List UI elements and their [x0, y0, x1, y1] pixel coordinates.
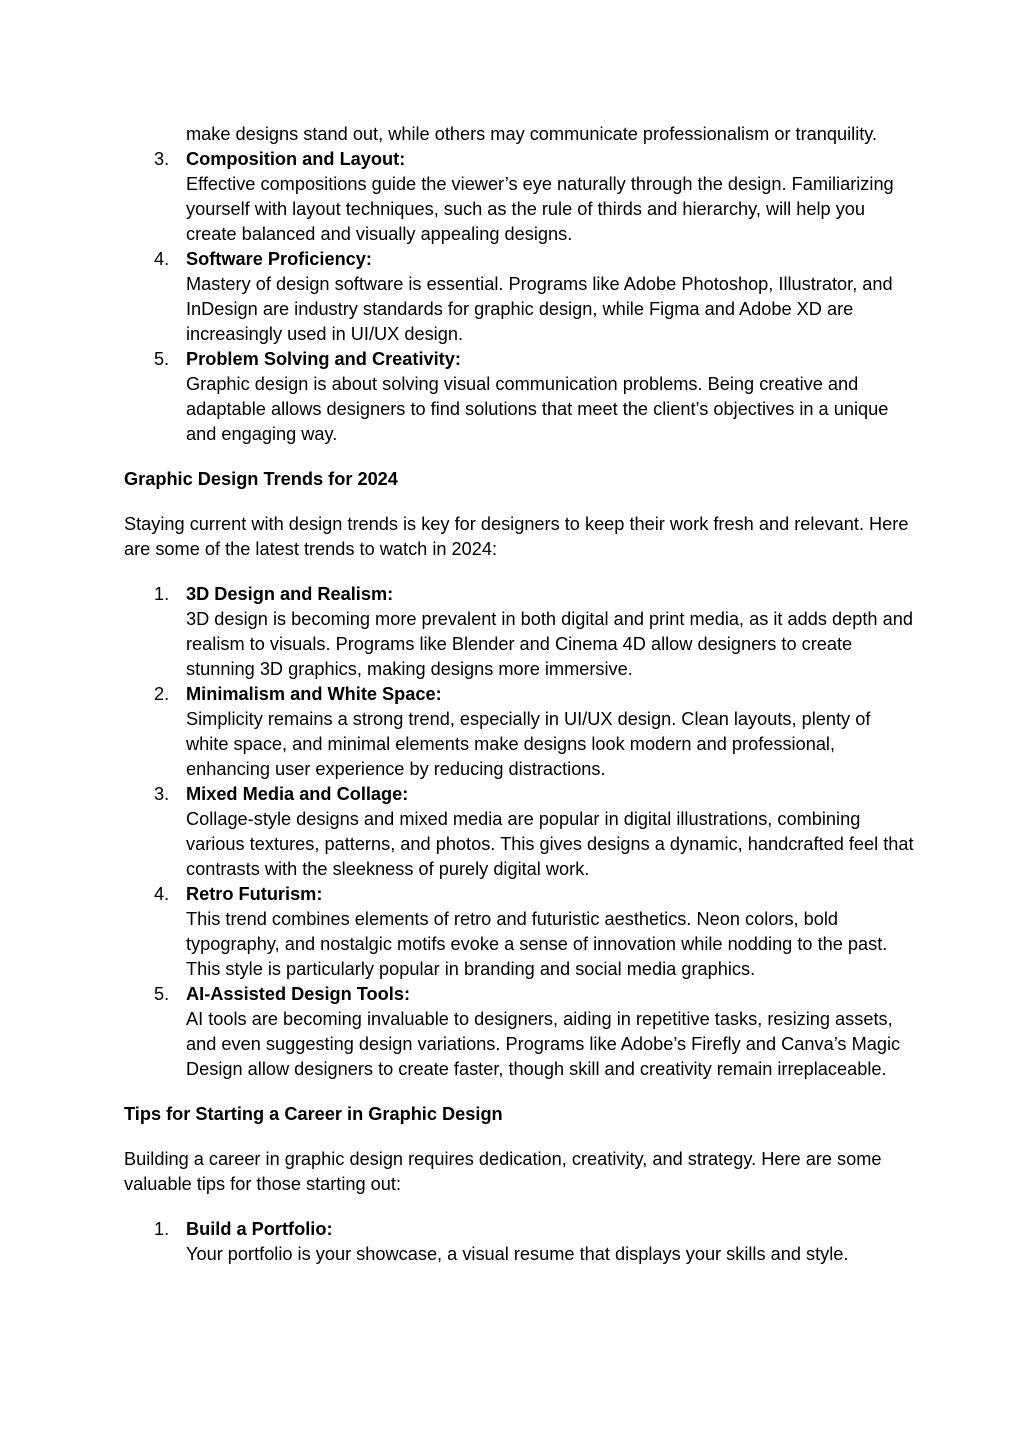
- list-item-title: Problem Solving and Creativity:: [186, 349, 461, 369]
- trends-intro: Staying current with design trends is key for designers to keep their work fresh and relevant. Here are some of the latest trends to watch in 2024:: [124, 514, 909, 559]
- document-page: [124, 122, 914, 1267]
- list-item: [124, 982, 914, 1082]
- list-item: [124, 682, 914, 782]
- list-item: [124, 582, 914, 682]
- list-number: 2.: [154, 684, 170, 704]
- list-number: 3.: [154, 784, 170, 804]
- list-item: [124, 782, 914, 882]
- section-heading-trends: Graphic Design Trends for 2024: [124, 469, 398, 489]
- list-item: [124, 247, 914, 347]
- list-number: 3.: [154, 149, 170, 169]
- list-number: 1.: [154, 1219, 170, 1239]
- list-item-title: 3D Design and Realism:: [186, 584, 394, 604]
- list-number: 4.: [154, 884, 170, 904]
- list-item-body: Collage-style designs and mixed media are popular in digital illustrations, combining various textures, patterns, and photos. This gives designs a dynamic, handcrafted feel that contrasts with the sleekness of purely digital work.: [186, 809, 914, 879]
- list-item: [124, 347, 914, 447]
- list-item-body: Your portfolio is your showcase, a visual resume that displays your skills and style.: [186, 1244, 849, 1264]
- list-item-body: Mastery of design software is essential. Programs like Adobe Photoshop, Illustrator, and InDesign are industry standards for graphic design, while Figma and Adobe XD are increasingly used in UI/UX design.: [186, 274, 893, 344]
- list-item-body: 3D design is becoming more prevalent in both digital and print media, as it adds depth and realism to visuals. Programs like Blender and Cinema 4D allow designers to create stunning 3D graphics, making designs more immersive.: [186, 609, 913, 679]
- list-number: 5.: [154, 984, 170, 1004]
- list-item-body: This trend combines elements of retro and futuristic aesthetics. Neon colors, bold typography, and nostalgic motifs evoke a sense of innovation while nodding to the past. This style is particularly popular in branding and social media graphics.: [186, 909, 888, 979]
- list-item: [124, 147, 914, 247]
- list-item-body: Graphic design is about solving visual communication problems. Being creative and adaptable allows designers to find solutions that meet the client’s objectives in a unique and engaging way.: [186, 374, 889, 444]
- list-item-body: Effective compositions guide the viewer’s eye naturally through the design. Familiarizing yourself with layout techniques, such as the rule of thirds and hierarchy, will help you create balanced and visually appealing designs.: [186, 174, 894, 244]
- list-item-title: Retro Futurism:: [186, 884, 323, 904]
- list-item-body: AI tools are becoming invaluable to designers, aiding in repetitive tasks, resizing assets, and even suggesting design variations. Programs like Adobe’s Firefly and Canva’s Magic Design allow designers to create faster, though skill and creativity remain irreplaceable.: [186, 1009, 901, 1079]
- list-number: 4.: [154, 249, 170, 269]
- list-item-title: Composition and Layout:: [186, 149, 406, 169]
- list-item-title: Software Proficiency:: [186, 249, 372, 269]
- skills-list: [124, 147, 914, 447]
- list-item-title: Mixed Media and Collage:: [186, 784, 409, 804]
- intro-continuation: make designs stand out, while others may communicate professionalism or tranquility.: [186, 124, 878, 144]
- list-number: 1.: [154, 584, 170, 604]
- list-item-title: AI-Assisted Design Tools:: [186, 984, 411, 1004]
- trends-list: [124, 582, 914, 1082]
- list-item-body: Simplicity remains a strong trend, especially in UI/UX design. Clean layouts, plenty of white space, and minimal elements make designs look modern and professional, enhancing user experience by reducing distractions.: [186, 709, 871, 779]
- list-item-title: Minimalism and White Space:: [186, 684, 442, 704]
- list-number: 5.: [154, 349, 170, 369]
- career-list: [124, 1217, 914, 1267]
- list-item-title: Build a Portfolio:: [186, 1219, 333, 1239]
- section-heading-career: Tips for Starting a Career in Graphic Design: [124, 1104, 503, 1124]
- list-item: [124, 1217, 914, 1267]
- career-intro: Building a career in graphic design requires dedication, creativity, and strategy. Here are some valuable tips for those starting out:: [124, 1149, 882, 1194]
- list-item: [124, 882, 914, 982]
